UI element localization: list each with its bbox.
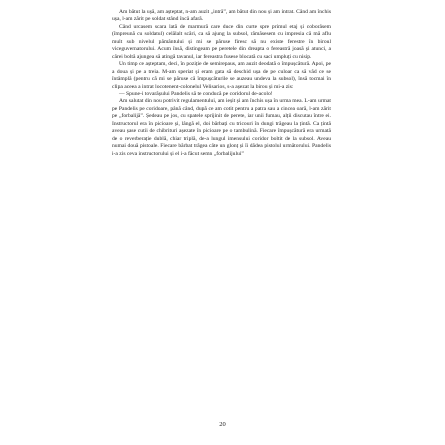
paragraph: Când urcasem scara lată de marmură care duce din curte spre primul etaj și coborâsem (împreună cu soldatul) celălalt scări, ca să ajung la subsol, rămăsesem cu impresia că mă aflu mult sub nivelul pământului și mi se păruse firesc să nu existe ferestre în biroul viceguvernatorului. Acum însă, distingeam pe peretele din dreapta o fereastră joasă și atunci, a cărei boltă ajungea să atingă tavanul, iar fereastra fusese blocată cu saci umpluți cu nisip. bbox=[112, 23, 331, 60]
paragraph: Am bătut la ușă, am așteptat, n-am auzit „intră”, am bătut din nou și am intrat. Când am închis ușa, l-am zărit pe soldat stând încă afară. bbox=[112, 9, 331, 23]
page-number: 20 bbox=[219, 421, 226, 428]
text-column bbox=[112, 9, 331, 158]
dialogue-line: — Spune-i tovarășului Pandelis să te conducă pe coridorul de-acolo! bbox=[119, 90, 273, 97]
paragraph: Am salutat din nou potrivit regulamentului, am ieșit și am închis ușa în urma mea. L-am urmat pe Pandelis pe coridoare, până când, după ce am cotit pentru a patra sau a cincea oară, l-am zărit pe „forbalijă”. Ședeau pe jos, cu spatele sprijinit de perete, iar unii fumau, alții discutau între ei. Instructorul era în picioare și, lângă el, doi bărbați cu tricouri în dungi trăgeau la țintă. Ca țintă aveau șase cutii de chibrituri așezate în picioare pe o tambulină. Fiecare împușcătură era urmată de o reverberație dublă, chiar triplă, de-a lungul imensului coridor boltit de la subsol. Aveau numai două pistoale. Fiecare bărbat trăgea câte un glonț și îi dădea pistolul următorului. Pandelis i-a zis ceva instructorului și el i-a făcut semn „forbalijului” bbox=[112, 98, 331, 157]
paragraph: Un timp ce așteptam, deci, în poziție de semirepaus, am auzit deodată o împușcătură. Apoi, pe a doua și pe a treia. M-am speriat și eram gata să deschid ușa de pe culoar ca să văd ce se întâmplă (pentru că mi se păruse că împușcăturile se auzeau undeva la subsol), însă tocmai în clipa aceea a intrat locotenent-colonelul Velisarios, s-a așezat la birou și mi-a zis: bbox=[112, 61, 331, 90]
